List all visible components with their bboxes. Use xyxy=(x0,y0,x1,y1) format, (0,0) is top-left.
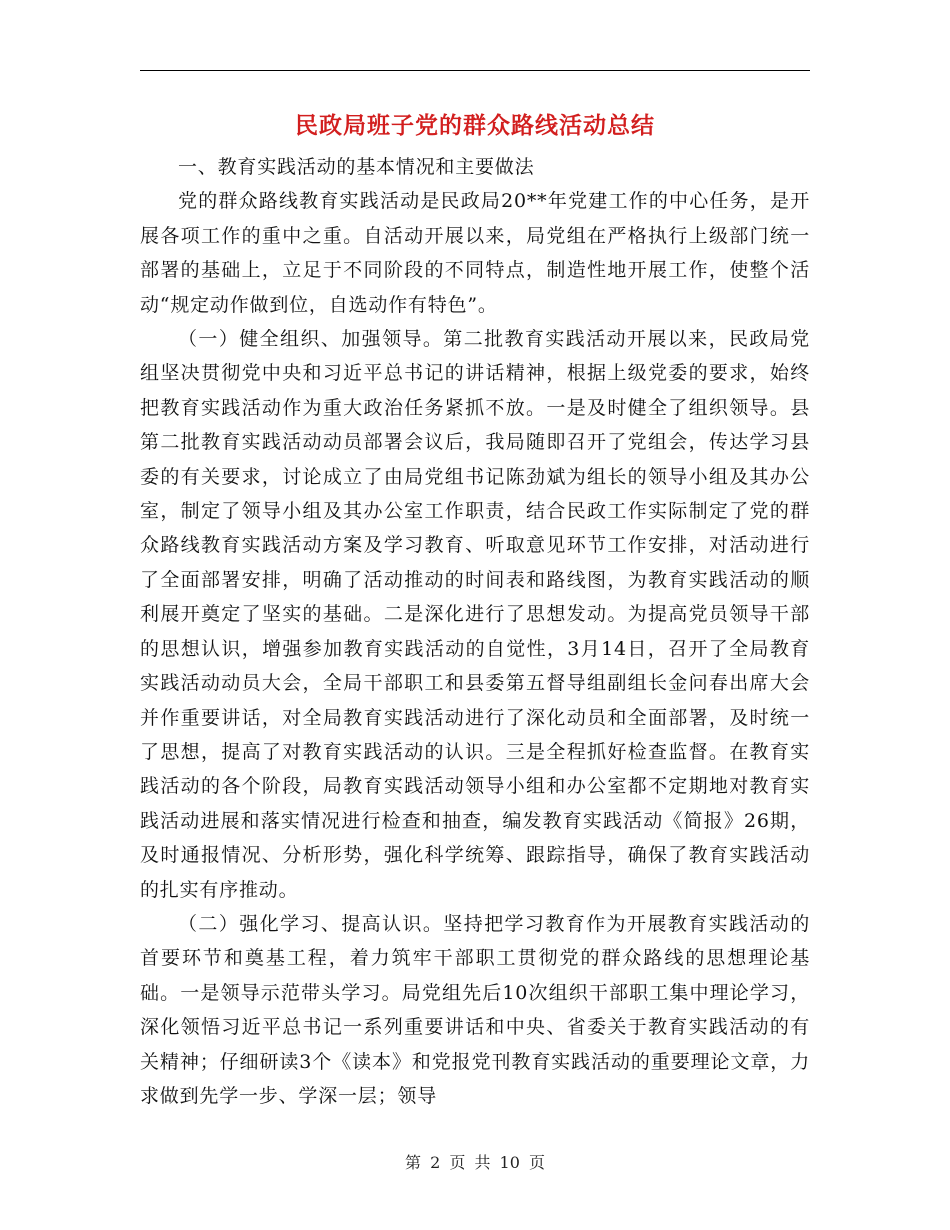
document-body xyxy=(140,150,810,1113)
body-paragraph: 党的群众路线教育实践活动是民政局20**年党建工作的中心任务，是开展各项工作的重中之重。自活动开展以来，局党组在严格执行上级部门统一部署的基础上，立足于不同阶段的不同特点，制造性地开展工作，使整个活动“规定动作做到位，自选动作有特色”。 xyxy=(140,190,810,316)
document-title: 民政局班子党的群众路线活动总结 xyxy=(295,112,655,139)
page-footer: 第 2 页 共 10 页 xyxy=(405,1153,545,1172)
body-paragraph: （一）健全组织、加强领导。第二批教育实践活动开展以来，民政局党组坚决贯彻党中央和习近平总书记的讲话精神，根据上级党委的要求，始终把教育实践活动作为重大政治任务紧抓不放。一是及时健全了组织领导。县第二批教育实践活动动员部署会议后，我局随即召开了党组会，传达学习县委的有关要求，讨论成立了由局党组书记陈劲斌为组长的领导小组及其办公室，制定了领导小组及其办公室工作职责，结合民政工作实际制定了党的群众路线教育实践活动方案及学习教育、听取意见环节工作安排，对活动进行了全面部署安排，明确了活动推动的时间表和路线图，为教育实践活动的顺利展开奠定了坚实的基础。二是深化进行了思想发动。为提高党员领导干部的思想认识，增强参加教育实践活动的自觉性，3月14日，召开了全局教育实践活动动员大会，全局干部职工和县委第五督导组副组长金问春出席大会并作重要讲话，对全局教育实践活动进行了深化动员和全面部署，及时统一了思想，提高了对教育实践活动的认识。三是全程抓好检查监督。在教育实践活动的各个阶段，局教育实践活动领导小组和办公室都不定期地对教育实践活动进展和落实情况进行检查和抽查，编发教育实践活动《简报》26期，及时通报情况、分析形势，强化科学统筹、跟踪指导，确保了教育实践活动的扎实有序推动。 xyxy=(140,328,810,901)
header-rule xyxy=(140,70,810,71)
section-heading: 一、教育实践活动的基本情况和主要做法 xyxy=(178,156,535,178)
body-paragraph: （二）强化学习、提高认识。坚持把学习教育作为开展教育实践活动的首要环节和奠基工程，着力筑牢干部职工贯彻党的群众路线的思想理论基础。一是领导示范带头学习。局党组先后10次组织干部职工集中理论学习，深化领悟习近平总书记一系列重要讲话和中央、省委关于教育实践活动的有关精神；仔细研读3个《读本》和党报党刊教育实践活动的重要理论文章，力求做到先学一步、学深一层；领导 xyxy=(140,912,810,1107)
